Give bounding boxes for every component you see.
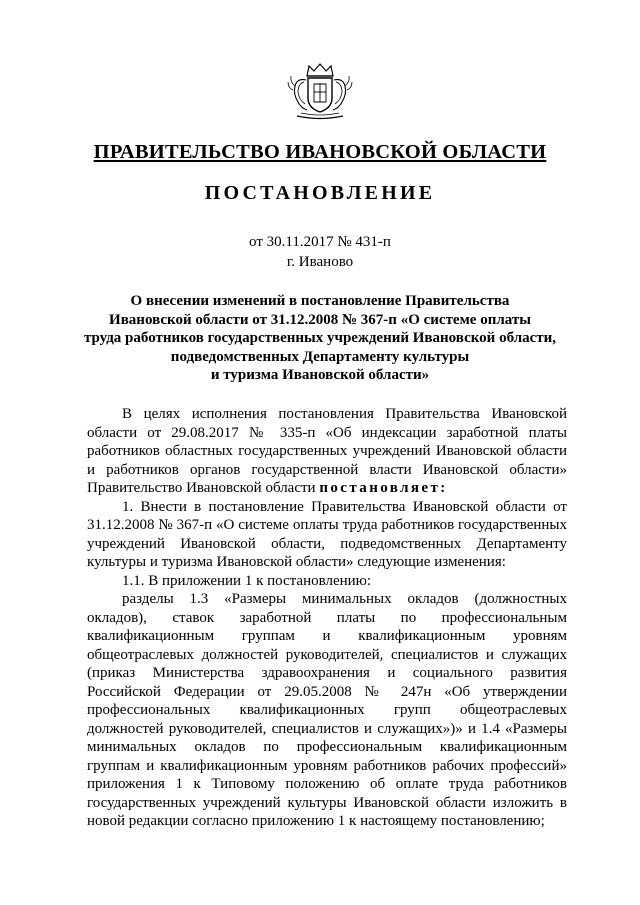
government-title: ПРАВИТЕЛЬСТВО ИВАНОВСКОЙ ОБЛАСТИ xyxy=(93,141,547,163)
city: г. Иваново xyxy=(286,254,354,270)
subject-line: труда работников государственных учреждений Ивановской области, xyxy=(83,330,557,346)
item-1-1-paragraph: 1.1. В приложении 1 к постановлению: xyxy=(122,572,372,589)
decree-colon: : xyxy=(440,480,446,496)
subject-line: подведомственных Департаменту культуры xyxy=(170,348,470,365)
preamble-paragraph xyxy=(87,405,567,498)
preamble-text: В целях исполнения постановления Правительства Ивановской области от 29.08.2017 № 335-п «Об индексации заработной платы работников областных государственных учреждений Ивановской области и работников органов государственной власти Ивановской области» Правительство Ивановской области xyxy=(87,406,567,496)
subject-line: Ивановской области от 31.12.2008 № 367-п «О системе оплаты xyxy=(109,311,531,328)
decree-word: постановляет xyxy=(319,480,441,496)
subject-line: и туризма Ивановской области» xyxy=(210,367,430,383)
document-body xyxy=(87,405,567,831)
date-number: от 30.11.2017 № 431-п xyxy=(249,234,391,250)
document-type-title: ПОСТАНОВЛЕНИЕ xyxy=(204,182,436,204)
document-subject xyxy=(70,292,570,385)
item-1-paragraph: 1. Внести в постановление Правительства Ивановской области от 31.12.2008 № 367-п «О системе оплаты труда работников государственных учреждений Ивановской области, подведомственных Департаменту культуры и туризма Ивановской области» следующие изменения: xyxy=(87,498,567,570)
ivanovo-coat-of-arms-icon xyxy=(287,62,353,122)
subject-line: О внесении изменений в постановление Правительства xyxy=(130,293,510,309)
sections-paragraph: разделы 1.3 «Размеры минимальных окладов (должностных окладов), ставок заработной платы по профессиональным квалификационным группам и квалификационным уровням общеотраслевых должностей руководителей, специалистов и служащих (приказ Министерства здравоохранения и социального развития Российской Федерации от 29.05.2008 № 247н «Об утверждении профессиональных квалификационных групп общеотраслевых должностей руководителей, специалистов и служащих»)» и 1.4 «Размеры минимальных окладов по профессиональным квалификационным группам и квалификационным уровням работников рабочих профессий» приложения 1 к Типовому положению об оплате труда работников государственных учреждений культуры Ивановской области изложить в новой редакции согласно приложению 1 к настоящему постановлению; xyxy=(87,591,567,829)
